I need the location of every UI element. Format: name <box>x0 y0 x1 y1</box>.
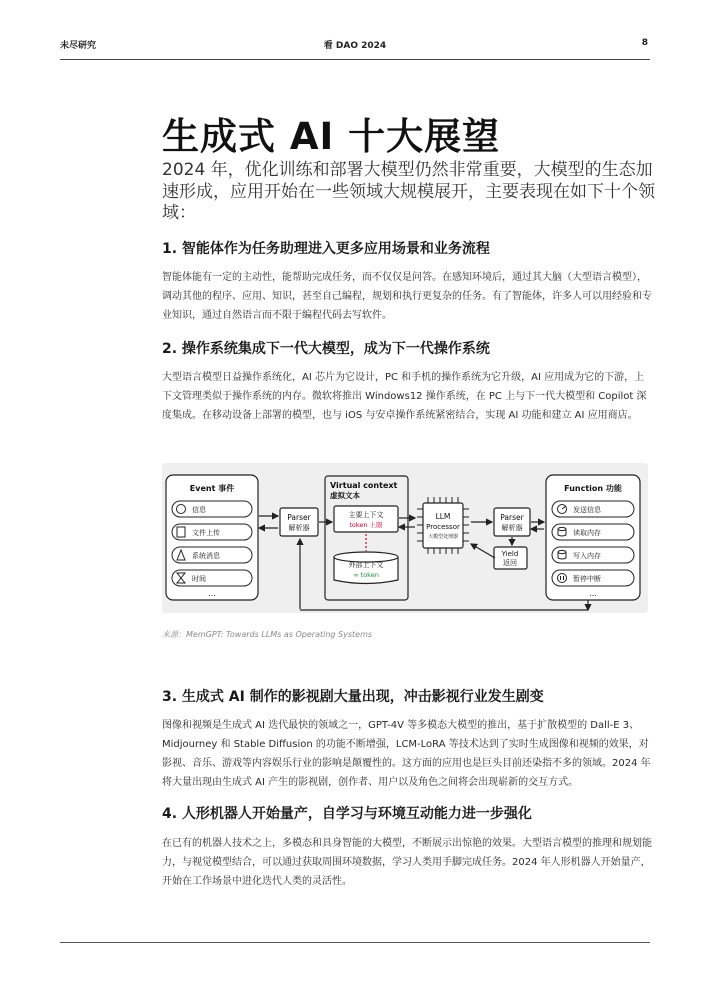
function-item-read-memory: 读取内存 <box>573 529 601 537</box>
external-context-label: 外部上下文 <box>348 561 384 569</box>
memgpt-diagram <box>162 463 648 613</box>
header-divider <box>60 59 650 60</box>
section-body-2: 大型语言模型日益操作系统化，AI 芯片为它设计，PC 和手机的操作系统为它升级，AI 应用成为它的下游，上下文管理类似于操作系统的内存。微软将推出 Windows12 操作系统，在 PC 上与下一代大模型和 Copilot 深度集成。在移动设备上部署的模型，也与 iOS 与安卓操作系统紧密结合，实现 AI 功能和建立 AI 应用商店。 <box>162 372 647 421</box>
main-context-label: 主要上下文 <box>348 511 384 519</box>
function-item-write-memory: 写入内存 <box>573 552 601 560</box>
header-publication: 看 DAO 2024 <box>323 41 387 51</box>
event-more: ... <box>208 589 216 598</box>
event-item-system-message: 系统消息 <box>192 552 220 560</box>
parser-in-label-zh: 解析器 <box>288 524 310 532</box>
section-heading-4: 4. 人形机器人开始量产，自学习与环境互动能力进一步强化 <box>162 806 532 822</box>
footer-divider <box>60 942 650 943</box>
header-publisher: 未尽研究 <box>60 41 97 51</box>
parser-out-label-en: Parser <box>500 513 524 522</box>
external-context-limit: ∞ token <box>353 571 379 579</box>
function-box-title: Function 功能 <box>564 484 622 493</box>
function-more: ... <box>589 589 597 598</box>
parser-out-label-zh: 解析器 <box>501 524 523 532</box>
diagram-canvas <box>162 463 648 613</box>
function-item-pause: 暂停中断 <box>573 575 601 583</box>
parser-in-label-en: Parser <box>287 513 311 522</box>
event-box-title: Event 事件 <box>189 484 235 493</box>
event-item-message: 信息 <box>192 506 206 514</box>
page-header <box>60 38 650 52</box>
lead-paragraph: 2024 年，优化训练和部署大模型仍然非常重要，大模型的生态加速形成，应用开始在一些领域大规模展开，主要表现在如下十个领域： <box>162 160 655 223</box>
figure-source: 来源：MemGPT: Towards LLMs as Operating Systems <box>162 630 373 639</box>
section-body-1: 智能体能有一定的主动性，能帮助完成任务，而不仅仅是问答。在感知环境后，通过其大脑（大型语言模型），调动其他的程序、应用、知识，甚至自己编程，规划和执行更复杂的任务。有了智能体，许多人可以用经验和专业知识，通过自然语言而不限于编程代码去写软件。 <box>162 272 652 321</box>
section-heading-3: 3. 生成式 AI 制作的影视剧大量出现，冲击影视行业发生剧变 <box>162 689 544 705</box>
section-heading-2: 2. 操作系统集成下一代大模型，成为下一代操作系统 <box>162 341 490 357</box>
llm-processor-label: Processor <box>426 523 460 531</box>
event-item-file-upload: 文件上传 <box>192 529 220 537</box>
virtual-context-title-zh: 虚拟文本 <box>330 491 360 500</box>
virtual-context-title-en: Virtual context <box>330 481 398 490</box>
section-body-3: 图像和视频是生成式 AI 迭代最快的领域之一，GPT-4V 等多模态大模型的推出，基于扩散模型的 Dall-E 3、Midjourney 和 Stable Diffusion 的功能不断增强，LCM-LoRA 等技术达到了实时生成图像和视频的效果，对影视、音乐、游戏等内容娱乐行业的影响是颠覆性的。这方面的应用也是巨头目前还染指不多的领域。2024 年将大量出现由生成式 AI 产生的影视剧，创作者、用户以及角色之间将会出现崭新的交互方式。 <box>162 720 651 788</box>
section-heading-1: 1. 智能体作为任务助理进入更多应用场景和业务流程 <box>162 241 490 257</box>
page-title: 生成式 AI 十大展望 <box>162 115 501 158</box>
yield-label-en: Yield <box>501 550 519 558</box>
yield-label-zh: 返回 <box>503 559 517 567</box>
llm-processor-zh: 大模型处理器 <box>427 534 459 540</box>
llm-label: LLM <box>435 512 451 521</box>
main-context-limit: token 上限 <box>349 521 383 529</box>
page-number: 8 <box>641 38 648 48</box>
section-body-4: 在已有的机器人技术之上，多模态和具身智能的大模型，不断展示出惊艳的效果。大型语言模型的推理和规划能力，与视觉模型结合，可以通过获取周围环境数据，学习人类用手脚完成任务。2024 年人形机器人开始量产，开始在工作场景中进化迭代人类的灵活性。 <box>162 838 652 887</box>
event-item-time: 时间 <box>192 575 206 583</box>
function-item-send: 发送信息 <box>573 506 601 514</box>
